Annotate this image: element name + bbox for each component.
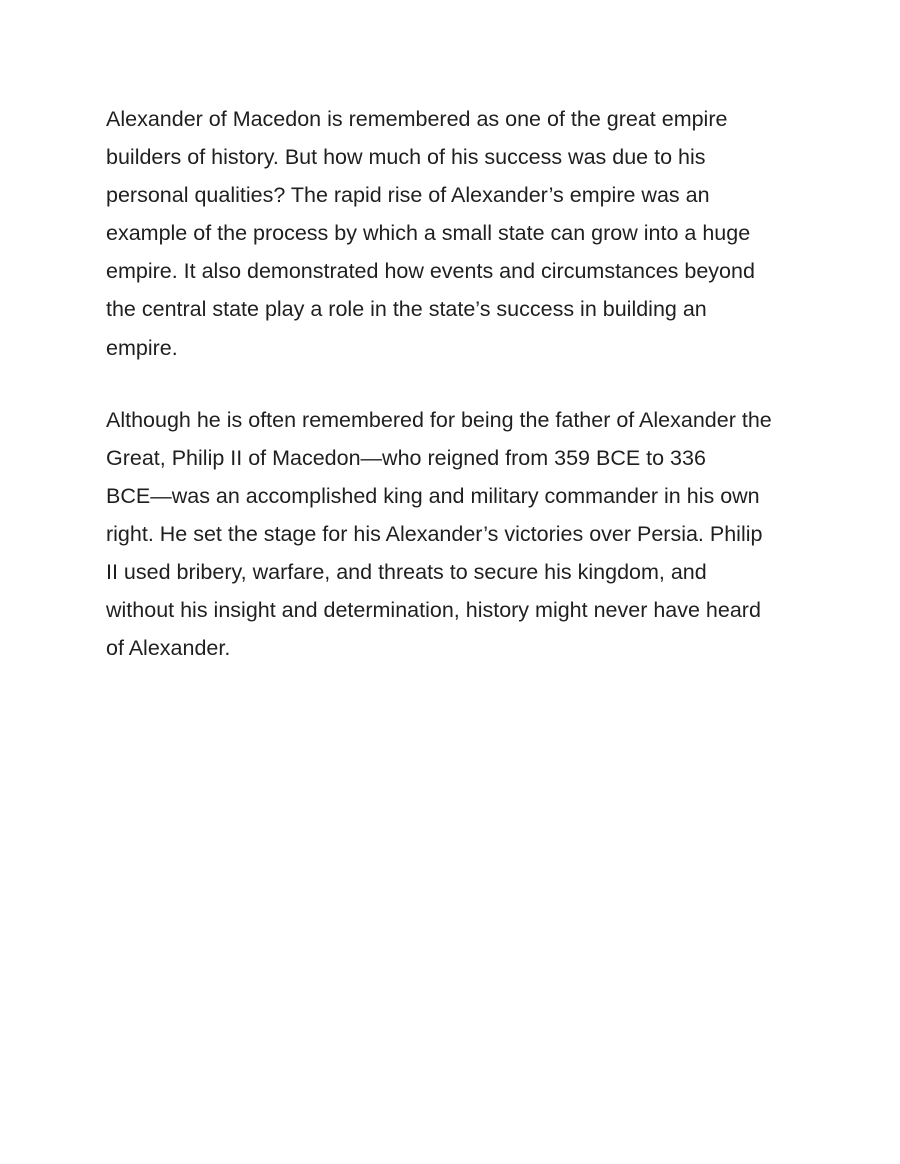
text-line: Alexander of Macedon is remembered as one of the great empire <box>106 107 728 131</box>
text-line: example of the process by which a small state can grow into a huge <box>106 221 751 246</box>
document-page <box>106 100 806 701</box>
text-line: right. He set the stage for his Alexander’s victories over Persia. Philip <box>106 521 763 546</box>
text-line: of Alexander. <box>106 636 231 661</box>
text-line: builders of history. But how much of his success was due to his <box>106 145 706 170</box>
text-line: without his insight and determination, history might never have heard <box>106 598 761 623</box>
paragraph-1 <box>106 100 806 367</box>
text-line: empire. <box>106 335 178 360</box>
text-line: the central state play a role in the state’s success in building an <box>106 297 707 322</box>
text-line: Although he is often remembered for being the father of Alexander the <box>106 407 772 432</box>
text-line: BCE—was an accomplished king and military commander in his own <box>106 483 760 508</box>
text-line: empire. It also demonstrated how events and circumstances beyond <box>106 259 755 284</box>
text-line: Great, Philip II of Macedon—who reigned from 359 BCE to 336 <box>106 445 706 470</box>
text-line: II used bribery, warfare, and threats to secure his kingdom, and <box>106 560 707 585</box>
paragraph-2 <box>106 401 806 668</box>
text-line: personal qualities? The rapid rise of Alexander’s empire was an <box>106 183 710 208</box>
